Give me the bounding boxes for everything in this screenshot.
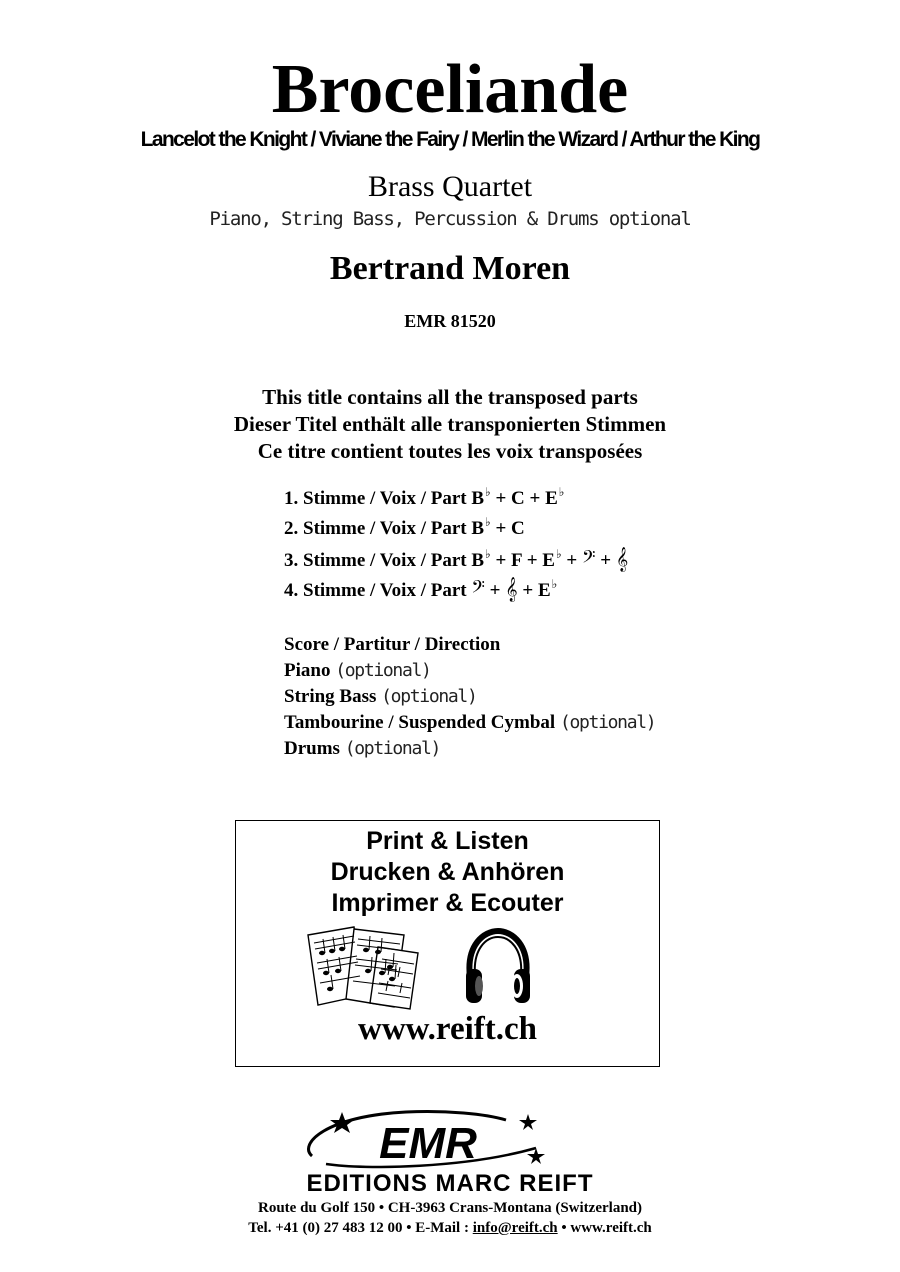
publisher-address: Route du Golf 150 • CH-3963 Crans-Montana (Switzerland) bbox=[258, 1200, 642, 1216]
plus-sign: + bbox=[495, 488, 507, 509]
promo-url[interactable]: www.reift.ch bbox=[357, 1011, 538, 1047]
publisher-contact bbox=[0, 1218, 900, 1238]
plus-sign: + bbox=[495, 550, 507, 571]
part-row bbox=[284, 544, 704, 574]
plus-sign: + bbox=[495, 518, 507, 539]
extra-name: Tambourine / Suspended Cymbal bbox=[284, 712, 556, 733]
optional-instruments: Piano, String Bass, Percussion & Drums optional bbox=[209, 208, 691, 230]
subtitle: Lancelot the Knight / Viviane the Fairy / Merlin the Wizard / Arthur the King bbox=[140, 128, 760, 151]
sheet-music-icon bbox=[306, 925, 424, 1011]
note-line-fr: Ce titre contient toutes les voix transposées bbox=[257, 439, 643, 463]
extra-note: (optional) bbox=[335, 660, 431, 681]
extra-row bbox=[284, 710, 784, 736]
plus-sign: + bbox=[566, 550, 578, 571]
publisher-name: EDITIONS MARC REIFT bbox=[306, 1170, 594, 1197]
note-line-de: Dieser Titel enthält alle transponierten Stimmen bbox=[233, 412, 667, 436]
flat-icon: ♭ bbox=[551, 577, 558, 591]
flat-icon: ♭ bbox=[558, 485, 565, 499]
emr-logo-text: EMR bbox=[379, 1119, 477, 1168]
title: Broceliande bbox=[271, 51, 629, 128]
part-label: 1. Stimme / Voix / Part bbox=[284, 488, 467, 509]
clef-symbol: 𝄞 bbox=[615, 547, 629, 571]
extra-row bbox=[284, 632, 784, 658]
plus-sign: + bbox=[489, 580, 501, 601]
extra-name: Drums bbox=[284, 738, 340, 759]
extra-row bbox=[284, 736, 784, 762]
extra-name: String Bass bbox=[284, 686, 377, 707]
composer: Bertrand Moren bbox=[329, 250, 571, 287]
extra-row bbox=[284, 684, 784, 710]
clef-symbol: 𝄢 bbox=[581, 547, 596, 571]
part-label: 2. Stimme / Voix / Part bbox=[284, 518, 467, 539]
clef-symbol: 𝄢 bbox=[471, 577, 485, 601]
note-line-en: This title contains all the transposed parts bbox=[262, 385, 638, 409]
part-label: 3. Stimme / Voix / Part bbox=[284, 550, 467, 571]
catalog-number: EMR 81520 bbox=[404, 311, 496, 331]
key-letter: F bbox=[511, 550, 522, 571]
clef-symbol: 𝄞 bbox=[505, 577, 518, 601]
extra-row bbox=[284, 658, 784, 684]
flat-icon: ♭ bbox=[485, 485, 491, 499]
headphones-icon bbox=[462, 927, 534, 1007]
plus-sign: + bbox=[526, 550, 538, 571]
extra-note: (optional) bbox=[381, 686, 477, 707]
extras-list bbox=[284, 632, 784, 762]
key-letter: C bbox=[511, 488, 525, 509]
key-letter: B bbox=[471, 488, 485, 509]
plus-sign: + bbox=[600, 550, 612, 571]
contact-website[interactable]: • www.reift.ch bbox=[557, 1220, 652, 1236]
extra-name: Piano bbox=[284, 660, 331, 681]
key-letter: B bbox=[471, 518, 485, 539]
extra-note: (optional) bbox=[344, 738, 441, 759]
flat-icon: ♭ bbox=[485, 515, 491, 529]
promo-line-en: Print & Listen bbox=[366, 827, 529, 855]
ensemble: Brass Quartet bbox=[367, 170, 533, 203]
contact-phone: Tel. +41 (0) 27 483 12 00 • E-Mail : bbox=[248, 1220, 473, 1236]
emr-logo bbox=[296, 1108, 556, 1170]
promo-line-de: Drucken & Anhören bbox=[330, 858, 565, 886]
key-letter: E bbox=[537, 580, 551, 601]
part-row bbox=[284, 574, 704, 604]
key-letter: B bbox=[471, 550, 485, 571]
plus-sign: + bbox=[522, 580, 534, 601]
key-letter: E bbox=[542, 550, 555, 571]
key-letter: C bbox=[511, 518, 525, 539]
plus-sign: + bbox=[529, 488, 541, 509]
extra-note: (optional) bbox=[559, 712, 656, 733]
print-listen-box bbox=[235, 820, 660, 1067]
part-row bbox=[284, 484, 704, 514]
flat-icon: ♭ bbox=[555, 547, 562, 561]
transposition-note bbox=[0, 384, 900, 465]
flat-icon: ♭ bbox=[485, 547, 491, 561]
parts-list bbox=[284, 484, 704, 604]
key-letter: E bbox=[545, 488, 558, 509]
extra-name: Score / Partitur / Direction bbox=[284, 634, 501, 655]
part-row bbox=[284, 514, 704, 544]
promo-line-fr: Imprimer & Ecouter bbox=[331, 889, 564, 917]
contact-email[interactable]: info@reift.ch bbox=[472, 1220, 558, 1236]
part-label: 4. Stimme / Voix / Part bbox=[284, 580, 467, 601]
